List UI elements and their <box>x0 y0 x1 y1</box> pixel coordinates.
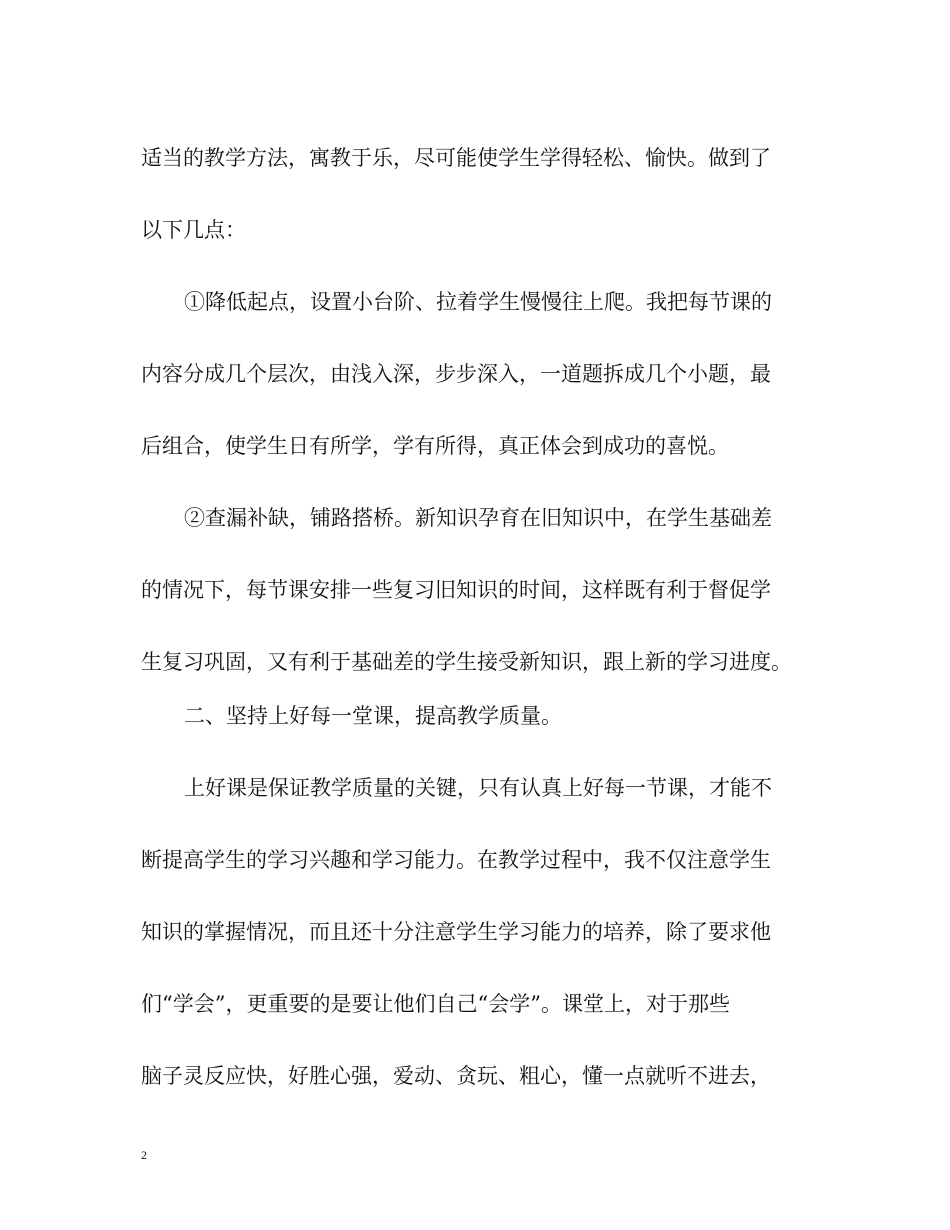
text-line: 的情况下，每节课安排一些复习旧知识的时间，这样既有利于督促学 <box>141 578 771 602</box>
text-line: 适当的教学方法，寓教于乐，尽可能使学生学得轻松、愉快。做到了 <box>141 146 771 170</box>
text-line: ②查漏补缺，铺路搭桥。新知识孕育在旧知识中，在学生基础差 <box>184 506 772 530</box>
text-line: 后组合，使学生日有所学，学有所得，真正体会到成功的喜悦。 <box>141 434 729 458</box>
text-line: 上好课是保证教学质量的关键，只有认真上好每一节课，才能不 <box>184 776 772 800</box>
section-heading: 二、坚持上好每一堂课，提高教学质量。 <box>184 704 562 728</box>
text-line: 脑子灵反应快，好胜心强，爱动、贪玩、粗心，懂一点就听不进去， <box>141 1064 771 1088</box>
text-line: 们“学会”，更重要的是要让他们自己“会学”。课堂上，对于那些 <box>141 992 730 1016</box>
page-number: 2 <box>141 1148 147 1162</box>
text-line: 断提高学生的学习兴趣和学习能力。在教学过程中，我不仅注意学生 <box>141 848 771 872</box>
text-line: 生复习巩固，又有利于基础差的学生接受新知识，跟上新的学习进度。 <box>141 650 792 674</box>
text-line: 以下几点： <box>141 218 246 242</box>
text-line: 内容分成几个层次，由浅入深，步步深入，一道题拆成几个小题，最 <box>141 362 771 386</box>
text-line: ①降低起点，设置小台阶、拉着学生慢慢往上爬。我把每节课的 <box>184 290 772 314</box>
text-line: 知识的掌握情况，而且还十分注意学生学习能力的培养，除了要求他 <box>141 920 771 944</box>
